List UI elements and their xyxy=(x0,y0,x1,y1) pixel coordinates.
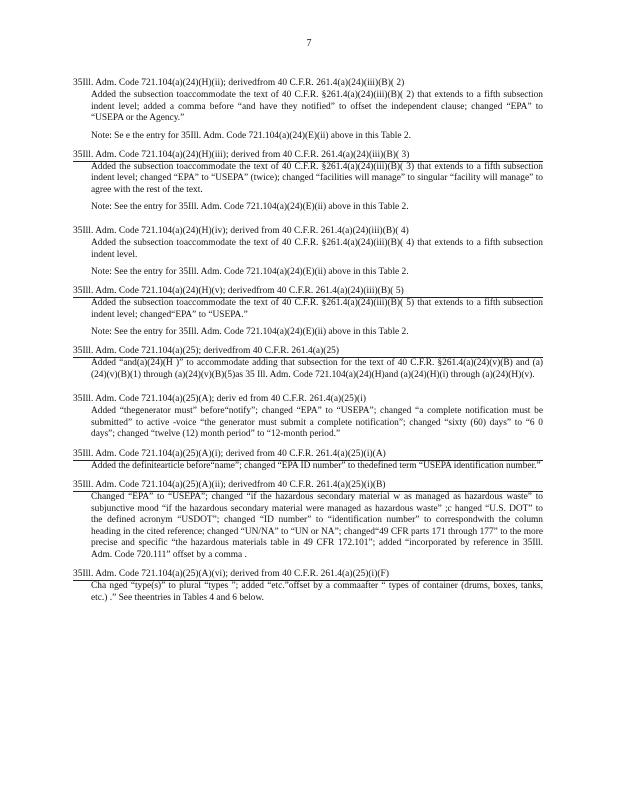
entry-heading: 35Ill. Adm. Code 721.104(a)(25); derivedfrom 40 C.F.R. 261.4(a)(25) xyxy=(73,345,543,358)
entry-heading: 35Ill. Adm. Code 721.104(a)(24)(H)(ii); derivedfrom 40 C.F.R. 261.4(a)(24)(iii)(B)( 2) xyxy=(73,78,405,88)
table-entry xyxy=(73,72,543,142)
table-entry xyxy=(73,448,543,473)
table-entry xyxy=(73,568,543,604)
entry-note: Note: See the entry for 35Ill. Adm. Code 721.104(a)(24)(E)(ii) above in this Table 2. xyxy=(91,327,409,337)
entry-note: Note: Se e the entry for 35Ill. Adm. Code 721.104(a)(24)(E)(ii) above in this Table 2. xyxy=(91,130,411,141)
entry-note: Note: See the entry for 35Ill. Adm. Code 721.104(a)(24)(E)(ii) above in this Table 2. xyxy=(91,267,409,277)
entry-text: Added “and(a)(24)(H )” to accommodate adding that subsection for the text of 40 C.F.R. §261.4(a)(24)(v)(B) and (a)(24)(v)(B)(1) through (a)(24)(v)(B)(5)as 35 Ill. Adm. Code 721.104(a)(24)(H)and (a)(24)(H)(i) through (a)(24)(H)(v). xyxy=(91,358,543,380)
entry-heading: 35Ill. Adm. Code 721.104(a)(25)(A)(i); derived from 40 C.F.R. 261.4(a)(25)(i)(A) xyxy=(73,448,543,461)
entry-text: Added the definitearticle before“name”; changed “EPA ID number” to thedefined term “USEPA identification number.” xyxy=(91,460,541,471)
entry-heading: 35Ill. Adm. Code 721.104(a)(25)(A)(vi); derived from 40 C.F.R. 261.4(a)(25)(i)(F) xyxy=(73,568,543,581)
entry-text: Added “thegenerator must” before“notify”; changed “EPA” to “USEPA”; changed “a complete notification must be submitted” to active -voice “the generator must submit a complete notification”; changed “sixty (60) days” to “6 0 days”; changed “twelve (12) month period” to “12-month period.” xyxy=(91,406,543,439)
entry-text: Changed “EPA” to “USEPA”; changed “if the hazardous secondary material w as managed as hazardous waste” to subjunctive mood “if the hazardous secondary material were managed as hazardous waste” ;c hanged “U.S. DOT” to the defined acronym “USDOT”; changed “ID number” to “identification number” to correspondwith the column heading in the cited reference; changed “UN/NA” to “UN or NA”; changed“49 CFR parts 171 through 177” to the more precise and specific “the hazardous materials table in 49 CFR 172.101”; added “incorporated by reference in 35Ill. Adm. Code 720.111” offset by a comma . xyxy=(91,492,543,560)
table-entry xyxy=(73,220,543,278)
entry-text: Added the subsection toaccommodate the text of 40 C.F.R. §261.4(a)(24)(iii)(B)( 3) that extends to a fifth subsection indent level; changed “EPA” to “USEPA” (twice); changed “facilities will manage” to singular “facility will manage” to agree with the rest of the text. xyxy=(91,161,543,195)
table-entry xyxy=(73,285,543,338)
entry-heading: 35Ill. Adm. Code 721.104(a)(24)(H)(iii); derived from 40 C.F.R. 261.4(a)(24)(iii)(B)( 3) xyxy=(73,149,543,162)
table-entry xyxy=(73,479,543,561)
table-entry xyxy=(73,149,543,214)
entry-text: Added the subsection toaccommodate the text of 40 C.F.R. §261.4(a)(24)(iii)(B)( 4) that extends to a fifth subsection indent level. xyxy=(91,238,543,260)
entry-text: Added the subsection toaccommodate the text of 40 C.F.R. §261.4(a)(24)(iii)(B)( 2) that extends to a fifth subsection indent level; added a comma before “and have they notified” to offset the independent clause; changed “EPA” to “USEPA or the Agency.” xyxy=(91,90,543,123)
document-body xyxy=(73,72,543,611)
entry-text: Added the subsection toaccommodate the text of 40 C.F.R. §261.4(a)(24)(iii)(B)( 5) that extends to a fifth subsection indent level; changed“EPA” to “USEPA.” xyxy=(91,298,543,320)
table-entry xyxy=(73,388,543,441)
entry-note: Note: See the entry for 35Ill. Adm. Code 721.104(a)(24)(E)(ii) above in this Table 2. xyxy=(91,202,409,212)
entry-heading: 35Ill. Adm. Code 721.104(a)(25)(A); deriv ed from 40 C.F.R. 261.4(a)(25)(i) xyxy=(73,394,367,404)
entry-heading: 35Ill. Adm. Code 721.104(a)(24)(H)(v); derivedfrom 40 C.F.R. 261.4(a)(24)(iii)(B)( 5) xyxy=(73,285,543,298)
table-entry xyxy=(73,345,543,381)
entry-heading: 35Ill. Adm. Code 721.104(a)(24)(H)(iv); derived from 40 C.F.R. 261.4(a)(24)(iii)(B)( 4) xyxy=(73,226,409,236)
entry-heading: 35Ill. Adm. Code 721.104(a)(25)(A)(ii); derivedfrom 40 C.F.R. 261.4(a)(25)(i)(B) xyxy=(73,479,543,492)
page-number: 7 xyxy=(306,38,312,49)
entry-text: Cha nged “type(s)” to plural “types ”; added “etc.”offset by a commaafter “ types of container (drums, boxes, tanks, etc.) .” See theentries in Tables 4 and 6 below. xyxy=(91,581,543,603)
